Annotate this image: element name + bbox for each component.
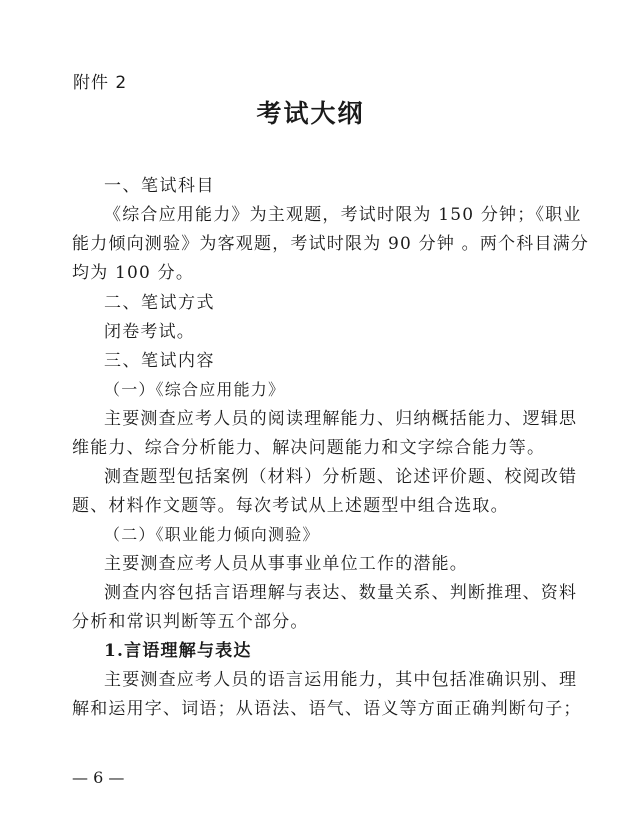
paragraph-line: 测查题型包括案例（材料）分析题、论述评价题、校阅改错 — [104, 467, 578, 487]
paragraph-line: 闭卷考试。 — [104, 322, 195, 342]
paragraph-line: 均为 100 分。 — [72, 263, 195, 283]
section-heading-3: 三、笔试内容 — [104, 351, 215, 371]
paragraph-line: 分析和常识判断等五个部分。 — [72, 612, 309, 632]
attachment-label: 附件 2 — [73, 73, 128, 93]
paragraph-line: 测查内容包括言语理解与表达、数量关系、判断推理、资料 — [104, 583, 578, 603]
paragraph-line: 能力倾向测验》为客观题，考试时限为 90 分钟 。两个科目满分 — [72, 234, 590, 254]
paragraph-line: 主要测查应考人员的语言运用能力，其中包括准确识别、理 — [104, 670, 578, 690]
item-heading-1: 1.言语理解与表达 — [104, 641, 252, 661]
paragraph-line: 题、材料作文题等。每次考试从上述题型中组合选取。 — [72, 496, 509, 516]
subsection-heading-2: （二）《职业能力倾向测验》 — [104, 525, 320, 544]
paragraph-line: 解和运用字、词语；从语法、语气、语义等方面正确判断句子； — [72, 699, 582, 719]
section-heading-2: 二、笔试方式 — [104, 293, 215, 313]
section-heading-1: 一、笔试科目 — [104, 176, 215, 196]
paragraph-line: 主要测查应考人员的阅读理解能力、归纳概括能力、逻辑思 — [104, 409, 578, 429]
paragraph-line: 主要测查应考人员从事事业单位工作的潜能。 — [104, 554, 468, 574]
paragraph-line: 维能力、综合分析能力、解决问题能力和文字综合能力等。 — [72, 438, 546, 458]
page-number: — 6 — — [72, 768, 125, 787]
subsection-heading-1: （一）《综合应用能力》 — [104, 380, 286, 399]
paragraph-line: 《综合应用能力》为主观题，考试时限为 150 分钟；《职业 — [104, 205, 582, 225]
document-title: 考试大纲 — [256, 99, 365, 128]
